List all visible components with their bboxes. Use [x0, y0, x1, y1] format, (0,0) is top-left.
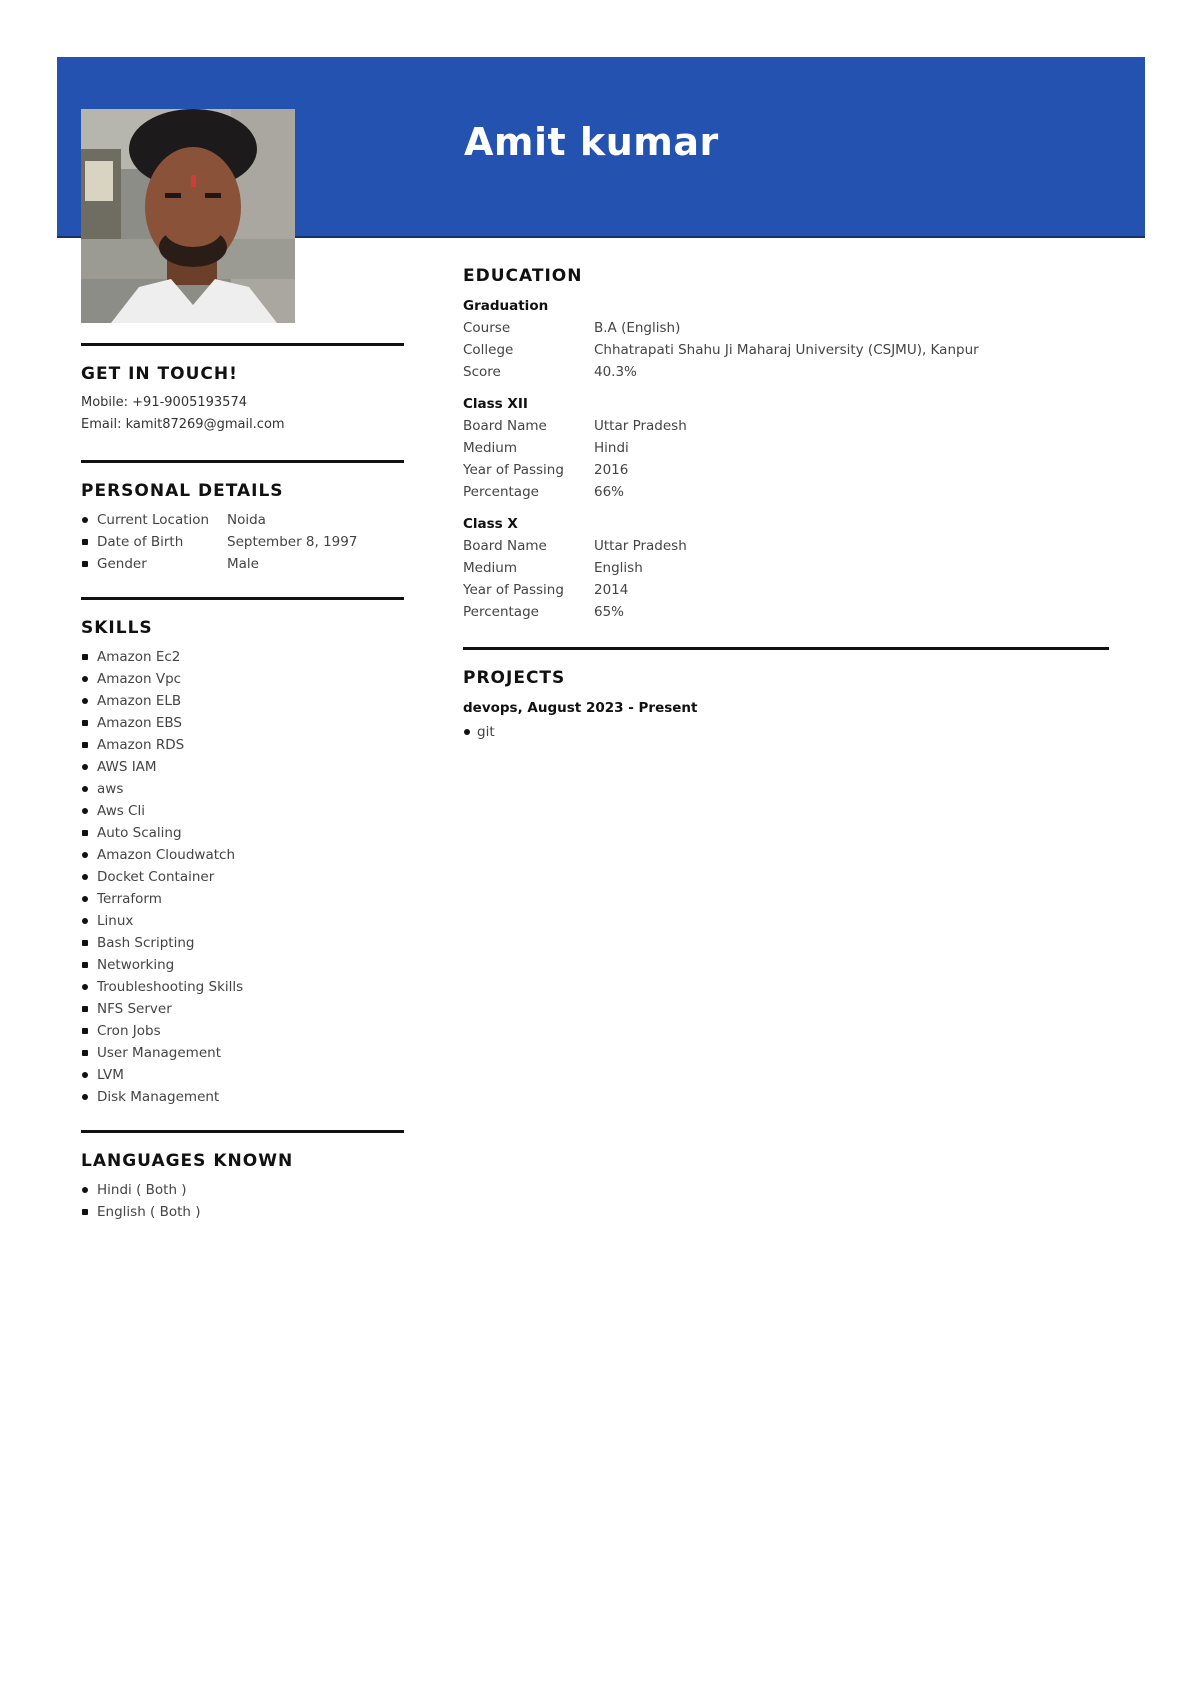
- education-row: [463, 481, 1109, 503]
- list-item: Aws Cli: [81, 800, 404, 822]
- detail-value: Noida: [227, 512, 266, 528]
- list-item: [81, 553, 404, 575]
- education-value: B.A (English): [594, 320, 681, 336]
- mobile-text: Mobile: +91-9005193574: [81, 395, 247, 410]
- education-row: [463, 557, 1109, 579]
- email-text: Email: kamit87269@gmail.com: [81, 417, 285, 432]
- education-heading: Graduation: [463, 298, 549, 314]
- list-item: Terraform: [81, 888, 404, 910]
- right-column: [463, 265, 1109, 765]
- list-item: Troubleshooting Skills: [81, 976, 404, 998]
- education-key: Percentage: [463, 604, 539, 620]
- education-value: 40.3%: [594, 364, 637, 380]
- detail-label: Gender: [97, 556, 147, 572]
- skills-title: SKILLS: [81, 618, 153, 638]
- education-value: 66%: [594, 484, 625, 500]
- education-value: Uttar Pradesh: [594, 538, 687, 554]
- personal-details-title: PERSONAL DETAILS: [81, 481, 284, 501]
- detail-label: Date of Birth: [97, 534, 184, 550]
- list-item: Amazon EBS: [81, 712, 404, 734]
- education-class-x: [463, 513, 1109, 623]
- education-row: [463, 579, 1109, 601]
- list-item: Disk Management: [81, 1086, 404, 1108]
- list-item: AWS IAM: [81, 756, 404, 778]
- education-key: Medium: [463, 560, 517, 576]
- list-item: Amazon ELB: [81, 690, 404, 712]
- education-row: [463, 437, 1109, 459]
- profile-photo: [81, 109, 295, 323]
- education-key: Percentage: [463, 484, 539, 500]
- detail-value: Male: [227, 556, 259, 572]
- languages-title: LANGUAGES KNOWN: [81, 1151, 294, 1171]
- section-divider: [81, 1130, 404, 1133]
- education-row: [463, 415, 1109, 437]
- list-item: Amazon RDS: [81, 734, 404, 756]
- education-row: [463, 535, 1109, 557]
- education-title: EDUCATION: [463, 266, 583, 286]
- section-divider: [463, 647, 1109, 650]
- list-item: LVM: [81, 1064, 404, 1086]
- education-key: College: [463, 342, 514, 358]
- education-class-xii: [463, 393, 1109, 503]
- education-key: Score: [463, 364, 501, 380]
- education-value: 65%: [594, 604, 625, 620]
- education-value: 2014: [594, 582, 629, 598]
- education-row: [463, 317, 1109, 339]
- list-item: Networking: [81, 954, 404, 976]
- education-value: 2016: [594, 462, 629, 478]
- list-item: Hindi ( Both ): [81, 1179, 404, 1201]
- list-item: Cron Jobs: [81, 1020, 404, 1042]
- education-value: Hindi: [594, 440, 629, 456]
- section-divider: [81, 460, 404, 463]
- education-key: Board Name: [463, 538, 547, 554]
- list-item: English ( Both ): [81, 1201, 404, 1223]
- education-row: [463, 601, 1109, 623]
- education-heading: Class X: [463, 516, 518, 532]
- education-value: Uttar Pradesh: [594, 418, 687, 434]
- personal-details-list: [81, 509, 404, 575]
- detail-value: September 8, 1997: [227, 534, 358, 550]
- education-key: Medium: [463, 440, 517, 456]
- education-heading: Class XII: [463, 396, 528, 412]
- list-item: Docket Container: [81, 866, 404, 888]
- project-points: [463, 721, 1109, 743]
- education-row: [463, 459, 1109, 481]
- list-item: Amazon Vpc: [81, 668, 404, 690]
- education-key: Year of Passing: [463, 582, 564, 598]
- list-item: Amazon Ec2: [81, 646, 404, 668]
- list-item: Amazon Cloudwatch: [81, 844, 404, 866]
- education-key: Course: [463, 320, 511, 336]
- list-item: [81, 509, 404, 531]
- contact-title: GET IN TOUCH!: [81, 364, 238, 384]
- education-graduation: [463, 295, 1109, 383]
- education-key: Year of Passing: [463, 462, 564, 478]
- languages-list: [81, 1179, 404, 1223]
- list-item: aws: [81, 778, 404, 800]
- detail-label: Current Location: [97, 512, 210, 528]
- list-item: User Management: [81, 1042, 404, 1064]
- list-item: Linux: [81, 910, 404, 932]
- education-value: Chhatrapati Shahu Ji Maharaj University (CSJMU), Kanpur: [594, 342, 979, 358]
- education-row: [463, 339, 1109, 361]
- list-item: Bash Scripting: [81, 932, 404, 954]
- skills-list: [81, 646, 404, 1108]
- portrait-image: [81, 109, 295, 323]
- list-item: git: [463, 721, 1109, 743]
- education-key: Board Name: [463, 418, 547, 434]
- list-item: Auto Scaling: [81, 822, 404, 844]
- list-item: NFS Server: [81, 998, 404, 1020]
- projects-title: PROJECTS: [463, 668, 566, 688]
- education-row: [463, 361, 1109, 383]
- list-item: [81, 531, 404, 553]
- section-divider: [81, 597, 404, 600]
- section-divider: [81, 343, 404, 346]
- left-column: [81, 343, 404, 1245]
- candidate-name: Amit kumar: [464, 120, 719, 164]
- education-value: English: [594, 560, 643, 576]
- project-title: devops, August 2023 - Present: [463, 700, 698, 716]
